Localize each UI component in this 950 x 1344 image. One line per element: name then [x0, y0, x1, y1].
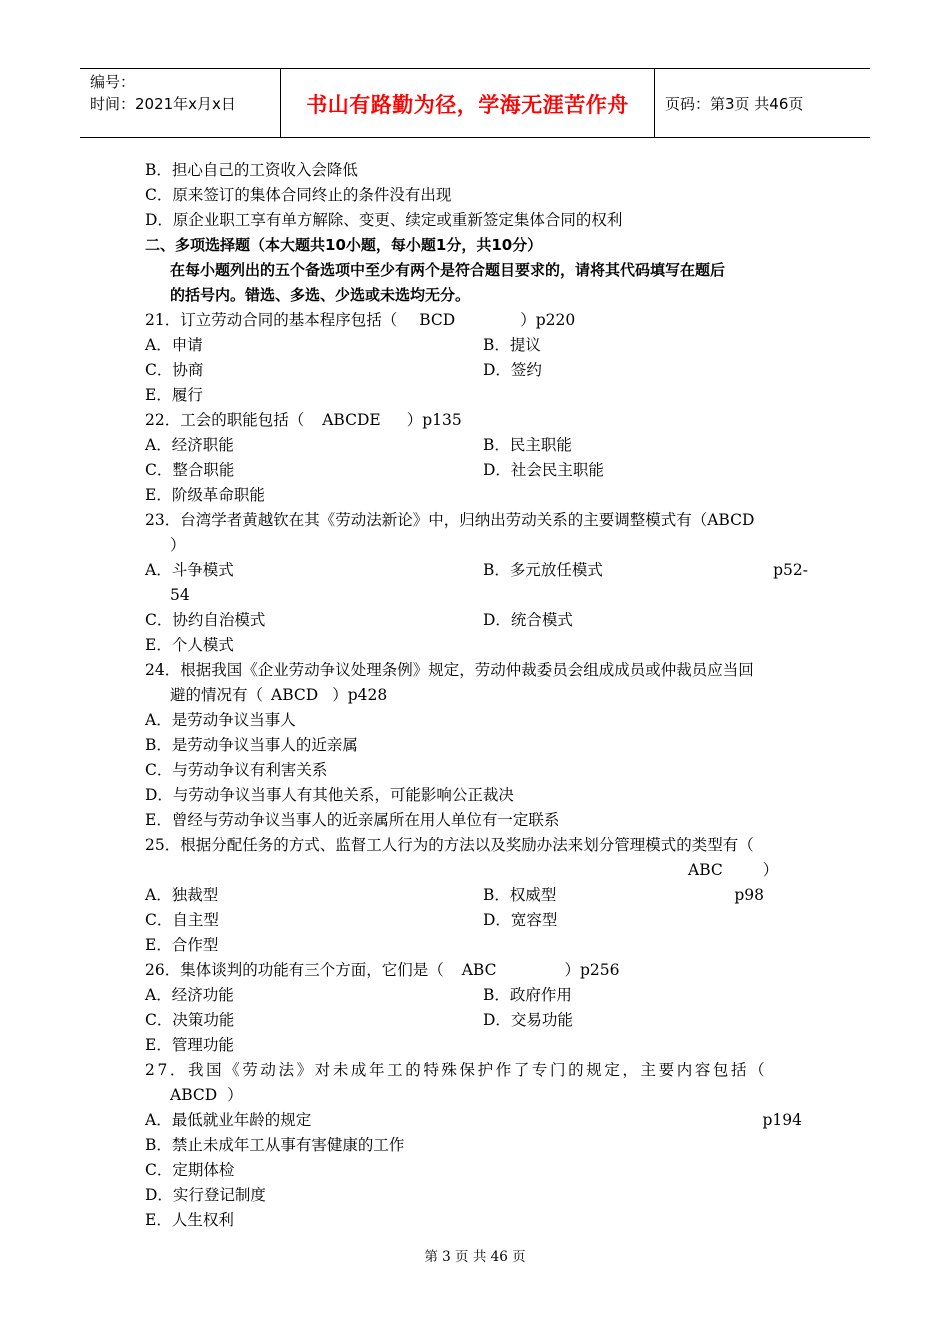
- question-answer-line: [145, 858, 810, 883]
- question-stem: 22．工会的职能包括（: [145, 411, 305, 429]
- page-ref: p98: [734, 886, 764, 904]
- option-a: A．斗争模式: [145, 561, 234, 579]
- option-a: A．经济功能: [145, 986, 234, 1004]
- page-header: [80, 68, 870, 138]
- question-22: [145, 408, 810, 433]
- question-21: [145, 308, 810, 333]
- section-instruction: 在每小题列出的五个备选项中至少有两个是符合题目要求的，请将其代码填写在题后: [170, 261, 726, 279]
- option-c: C．整合职能: [145, 461, 235, 479]
- option-line: B．担心自己的工资收入会降低: [145, 161, 358, 179]
- option-row: [145, 433, 810, 458]
- answer-close: ）: [227, 1086, 243, 1104]
- option-b: B．提议: [483, 336, 541, 354]
- page-footer: 第 3 页 共 46 页: [424, 1249, 526, 1265]
- option-c: C．协约自治模式: [145, 611, 266, 629]
- option-b: B．民主职能: [483, 436, 572, 454]
- option-c: C．自主型: [145, 911, 219, 929]
- option-c: C．决策功能: [145, 1011, 235, 1029]
- question-23: 23．台湾学者黄越钦在其《劳动法新论》中，归纳出劳动关系的主要调整模式有（ABCD: [145, 511, 755, 529]
- option-d: D．宽容型: [483, 911, 558, 929]
- option-row: [145, 908, 810, 933]
- answer-text: ABCDE: [322, 411, 381, 429]
- option-e: E．阶级革命职能: [145, 486, 265, 504]
- question-answer-line: [145, 1083, 810, 1108]
- option-row: [145, 983, 810, 1008]
- answer-text: ABCD: [170, 1086, 218, 1104]
- option-b: B．权威型: [483, 886, 557, 904]
- option-e: E．履行: [145, 386, 203, 404]
- question-stem-cont: [145, 683, 810, 708]
- option-c: C．与劳动争议有利害关系: [145, 761, 328, 779]
- option-e: E．人生权利: [145, 1211, 234, 1229]
- option-d: D．与劳动争议当事人有其他关系，可能影响公正裁决: [145, 786, 514, 804]
- option-line: D．原企业职工享有单方解除、变更、续定或重新签定集体合同的权利: [145, 211, 623, 229]
- header-page-info: 页码：第3页 共46页: [665, 95, 804, 113]
- document-body: [145, 158, 810, 1233]
- question-25: 25．根据分配任务的方式、监督工人行为的方法以及奖励办法来划分管理模式的类型有（: [145, 836, 754, 854]
- option-e: E．个人模式: [145, 636, 234, 654]
- option-e: E．合作型: [145, 936, 219, 954]
- question-26: [145, 958, 810, 983]
- option-b: B．是劳动争议当事人的近亲属: [145, 736, 358, 754]
- section-title: 二、多项选择题（本大题共10小题，每小题1分，共10分）: [145, 236, 543, 254]
- option-d: D．统合模式: [483, 611, 573, 629]
- page-ref: ）p220: [520, 311, 576, 329]
- option-b: B．多元放任模式: [483, 561, 603, 579]
- question-stem-end: ）: [170, 536, 186, 554]
- option-b: B．禁止未成年工从事有害健康的工作: [145, 1136, 405, 1154]
- time-label: 时间：2021年x月x日: [90, 95, 236, 113]
- page-ref: ）p256: [564, 961, 620, 979]
- option-a: A．最低就业年龄的规定: [145, 1111, 312, 1129]
- option-d: D．签约: [483, 361, 542, 379]
- answer-text: ABCD: [271, 686, 319, 704]
- page-ref-continued: 54: [170, 586, 190, 604]
- number-label: 编号：: [90, 73, 136, 91]
- option-row: [145, 333, 810, 358]
- answer-text: BCD: [419, 311, 456, 329]
- page-ref: ）p428: [332, 686, 388, 704]
- page-ref: p52-: [773, 561, 808, 579]
- question-24: 24．根据我国《企业劳动争议处理条例》规定，劳动仲裁委员会组成成员或仲裁员应当回: [145, 661, 754, 679]
- option-e: E．管理功能: [145, 1036, 234, 1054]
- option-row: [145, 358, 810, 383]
- option-row: [145, 1108, 810, 1133]
- option-c: C．定期体检: [145, 1161, 235, 1179]
- answer-text: ABC: [461, 961, 497, 979]
- option-row: [145, 458, 810, 483]
- page-ref: p194: [762, 1111, 802, 1129]
- question-stem: 避的情况有（: [170, 686, 264, 704]
- section-instruction: 的括号内。错选、多选、少选或未选均无分。: [170, 286, 471, 304]
- question-stem: 21．订立劳动合同的基本程序包括（: [145, 311, 398, 329]
- option-a: A．申请: [145, 336, 203, 354]
- header-motto: 书山有路勤为径，学海无涯苦作舟: [281, 69, 655, 137]
- option-row: [145, 558, 810, 583]
- option-d: D．交易功能: [483, 1011, 573, 1029]
- option-row: [145, 883, 810, 908]
- option-line: C．原来签订的集体合同终止的条件没有出现: [145, 186, 452, 204]
- option-b: B．政府作用: [483, 986, 572, 1004]
- option-e: E．曾经与劳动争议当事人的近亲属所在用人单位有一定联系: [145, 811, 560, 829]
- answer-text: ABC: [688, 861, 723, 879]
- option-a: A．经济职能: [145, 436, 234, 454]
- option-row: [145, 608, 810, 633]
- option-d: D．社会民主职能: [483, 461, 604, 479]
- option-d: D．实行登记制度: [145, 1186, 266, 1204]
- answer-close: ）: [762, 861, 779, 879]
- option-a: A．独裁型: [145, 886, 219, 904]
- page-ref: ）p135: [406, 411, 462, 429]
- question-27: 27．我国《劳动法》对未成年工的特殊保护作了专门的规定，主要内容包括（: [145, 1061, 768, 1079]
- option-a: A．是劳动争议当事人: [145, 711, 296, 729]
- option-row: [145, 1008, 810, 1033]
- question-stem: 26．集体谈判的功能有三个方面，它们是（: [145, 961, 444, 979]
- header-meta: [80, 69, 281, 137]
- option-c: C．协商: [145, 361, 204, 379]
